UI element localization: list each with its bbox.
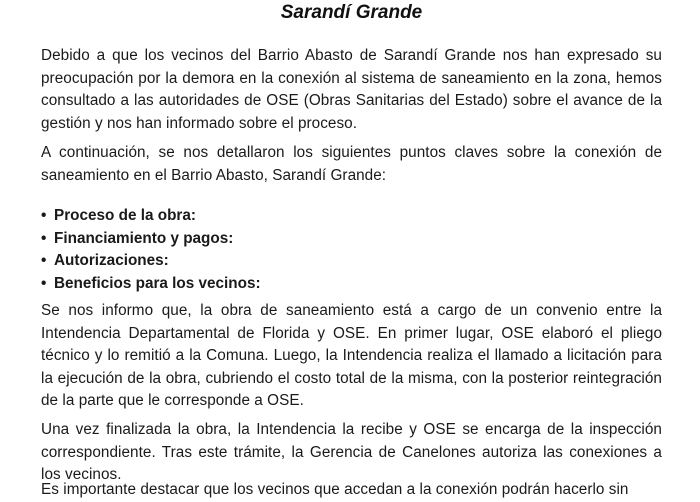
key-points-list [41, 205, 261, 295]
bullet-icon: • [41, 252, 47, 270]
inspection-paragraph: Una vez finalizada la obra, la Intendencia la recibe y OSE se encarga de la inspección correspondiente. Tras este trámite, la Gerencia de Canelones autoriza las conexiones a los vecinos. [41, 421, 662, 484]
connection-note-paragraph: Es importante destacar que los vecinos que accedan a la conexión podrán hacerlo sin [41, 481, 629, 498]
bullet-label: Proceso de la obra: [54, 207, 196, 224]
bullet-icon: • [41, 274, 47, 292]
list-item [41, 228, 261, 251]
key-points-intro-paragraph: A continuación, se nos detallaron los siguientes puntos claves sobre la conexión de saneamiento en el Barrio Abasto, Sarandí Grande: [41, 144, 662, 184]
agreement-paragraph: Se nos informo que, la obra de saneamiento está a cargo de un convenio entre la Intendencia Departamental de Florida y OSE. En primer lugar, OSE elaboró el pliego técnico y lo remitió a la Comuna. Luego, la Intendencia realiza el llamado a licitación para la ejecución de la obra, cubriendo el costo total de la misma, con la posterior reintegración de la parte que le corresponde a OSE. [41, 302, 662, 410]
bullet-label: Autorizaciones: [54, 252, 169, 270]
bullet-icon: • [41, 229, 47, 247]
document-title: Sarandí Grande [280, 2, 423, 23]
bullet-label: Financiamiento y pagos: [54, 229, 234, 247]
bullet-label: Beneficios para los vecinos: [54, 274, 261, 292]
bullet-icon: • [41, 207, 47, 224]
intro-paragraph: Debido a que los vecinos del Barrio Abasto de Sarandí Grande nos han expresado su preocupación por la demora en la conexión al sistema de saneamiento en la zona, hemos consultado a las autoridades de OSE (Obras Sanitarias del Estado) sobre el avance de la gestión y nos han informado sobre el proceso. [41, 47, 662, 132]
list-item [41, 205, 261, 228]
list-item [41, 250, 261, 273]
list-item [41, 273, 261, 296]
